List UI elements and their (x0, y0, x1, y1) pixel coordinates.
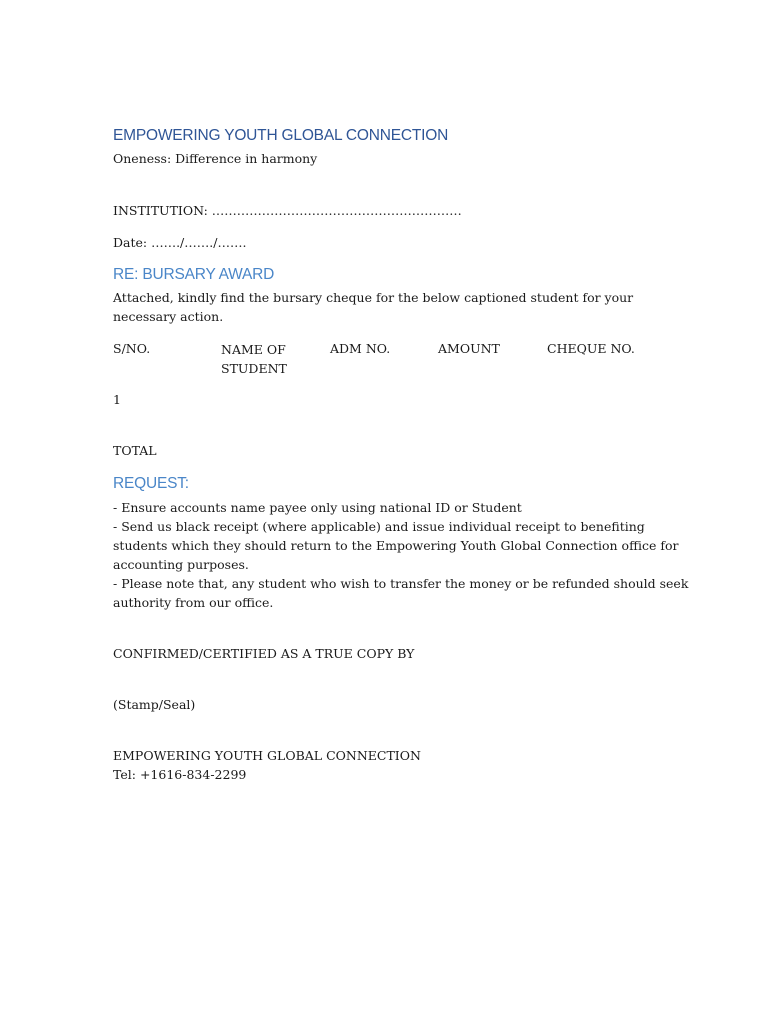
column-header-amount: AMOUNT (438, 341, 500, 356)
tagline: Oneness: Difference in harmony (113, 151, 318, 166)
subject-body-line: Attached, kindly find the bursary cheque for the below captioned student for your (113, 290, 634, 305)
request-line: - Please note that, any student who wish to transfer the money or be refunded should seek (113, 576, 689, 591)
row-number: 1 (113, 392, 121, 407)
request-line: - Ensure accounts name payee only using national ID or Student (113, 500, 522, 515)
total-label: TOTAL (113, 443, 157, 458)
request-line: authority from our office. (113, 595, 274, 610)
date-field: Date: ……./……./……. (113, 235, 247, 250)
column-header-name-line: STUDENT (221, 361, 287, 376)
subject-heading: RE: BURSARY AWARD (113, 266, 275, 283)
request-body (113, 498, 688, 612)
certified-line: CONFIRMED/CERTIFIED AS A TRUE COPY BY (113, 646, 415, 661)
footer-contact (113, 746, 421, 784)
footer-telephone: Tel: +1616-834-2299 (113, 767, 247, 782)
request-line: students which they should return to the Empowering Youth Global Connection office for (113, 538, 679, 553)
stamp-seal-label: (Stamp/Seal) (113, 697, 196, 712)
institution-field: INSTITUTION: …………………………………………………… (113, 203, 462, 218)
column-header-name (221, 340, 287, 378)
column-header-adm: ADM NO. (330, 341, 391, 356)
request-heading: REQUEST: (113, 475, 189, 492)
subject-body-line: necessary action. (113, 309, 224, 324)
column-header-sno: S/NO. (113, 341, 151, 356)
organization-title: EMPOWERING YOUTH GLOBAL CONNECTION (113, 127, 449, 144)
column-header-name-line: NAME OF (221, 342, 286, 357)
column-header-cheque: CHEQUE NO. (547, 341, 635, 356)
request-line: - Send us black receipt (where applicable) and issue individual receipt to benefiting (113, 519, 645, 534)
request-line: accounting purposes. (113, 557, 249, 572)
subject-body (113, 288, 633, 326)
footer-org-name: EMPOWERING YOUTH GLOBAL CONNECTION (113, 748, 421, 763)
